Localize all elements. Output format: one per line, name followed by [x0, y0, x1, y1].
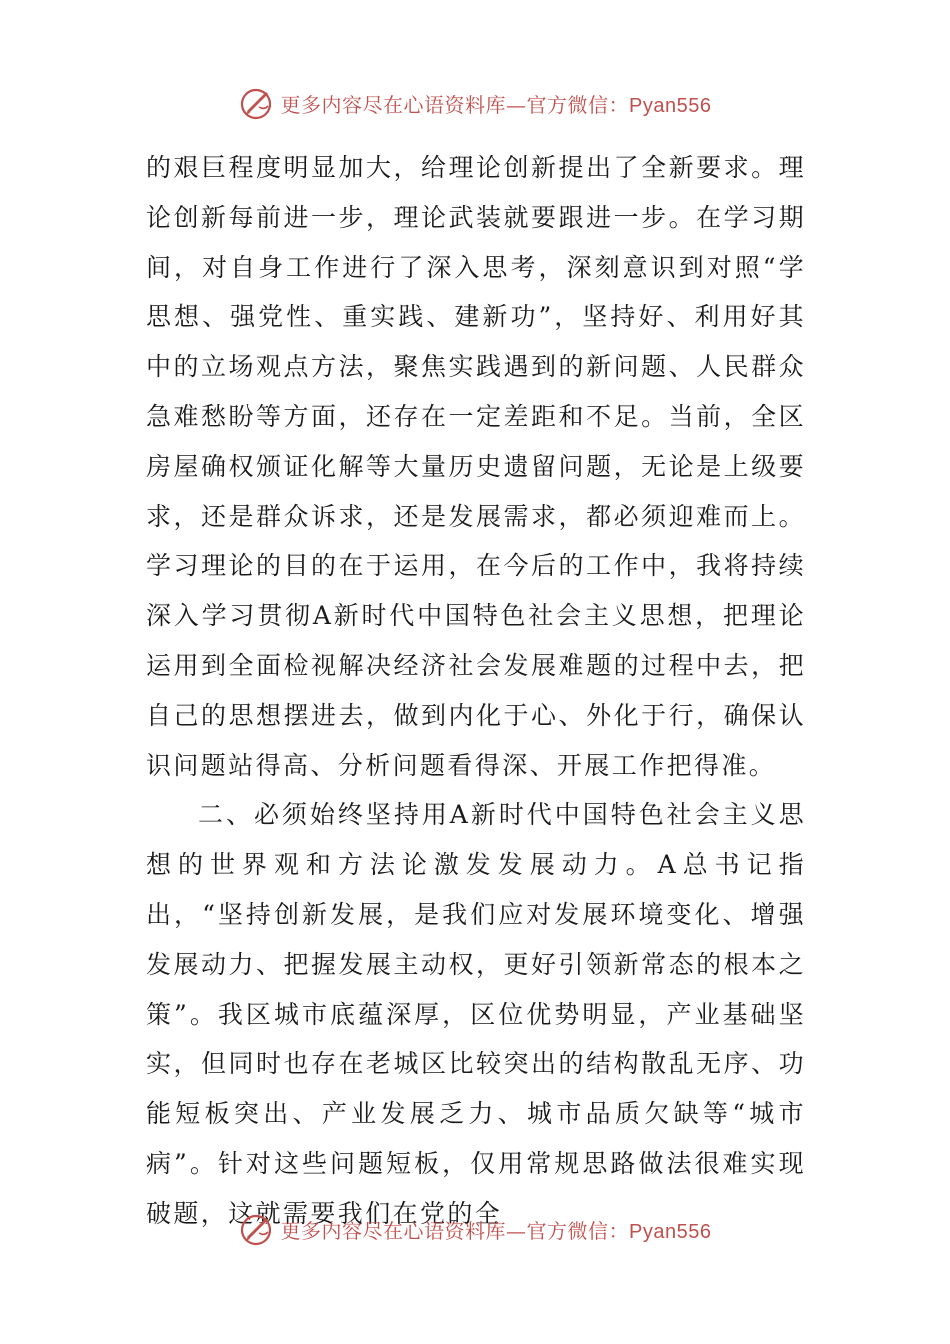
header-banner: [0, 83, 950, 123]
document-body: [146, 143, 806, 1239]
pen-logo-icon: [239, 85, 275, 121]
paragraph: 的艰巨程度明显加大，给理论创新提出了全新要求。理论创新每前进一步，理论武装就要跟进一步。在学习期间，对自身工作进行了深入思考，深刻意识到对照“学思想、强党性、重实践、建新功”，坚持好、利用好其中的立场观点方法，聚焦实践遇到的新问题、人民群众急难愁盼等方面，还存在一定差距和不足。当前，全区房屋确权颁证化解等大量历史遗留问题，无论是上级要求，还是群众诉求，还是发展需求，都必须迎难而上。学习理论的目的在于运用，在今后的工作中，我将持续深入学习贯彻A新时代中国特色社会主义思想，把理论运用到全面检视解决经济社会发展难题的过程中去，把自己的思想摆进去，做到内化于心、外化于行，确保认识问题站得高、分析问题看得深、开展工作把得准。: [146, 153, 806, 780]
header-wechat-id: Pyan556: [629, 94, 712, 117]
header-banner-text: 更多内容尽在心语资料库—官方微信：Pyan556: [280, 92, 712, 117]
footer-wechat-id: Pyan556: [629, 1220, 712, 1243]
footer-banner-text: 更多内容尽在心语资料库—官方微信：Pyan556: [280, 1218, 712, 1243]
pen-logo-icon: [239, 1211, 275, 1247]
paragraph: 二、必须始终坚持用A新时代中国特色社会主义思想的世界观和方法论激发发展动力。A总书记指出，“坚持创新发展，是我们应对发展环境变化、增强发展动力、把握发展主动权，更好引领新常态的根本之策”。我区城市底蕴深厚，区位优势明显，产业基础坚实，但同时也存在老城区比较突出的结构散乱无序、功能短板突出、产业发展乏力、城市品质欠缺等“城市病”。针对这些问题短板，仅用常规思路做法很难实现破题，这就需要我们在党的全: [146, 800, 806, 1228]
footer-banner: [0, 1209, 950, 1249]
